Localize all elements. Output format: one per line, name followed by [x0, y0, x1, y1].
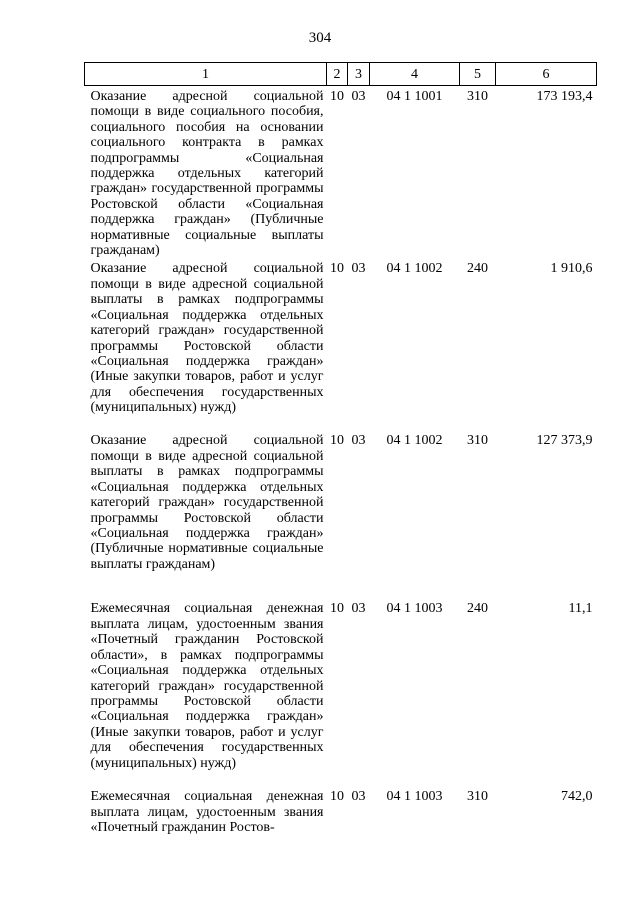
row-description: Оказание адресной социальной помощи в виде адресной социальной выплаты в рамках подпрограммы «Социальная поддержка отдельных категорий граждан» государственной программы Ростовской области «Социальная поддержка граждан» (Публичные нормативные социальные выплаты гражданам) [90, 433, 324, 572]
row-section: 10 [330, 433, 344, 449]
table-row [85, 86, 597, 259]
row-section: 10 [330, 789, 344, 805]
row-expense-type: 240 [467, 261, 488, 277]
page-number: 304 [308, 30, 332, 46]
row-expense-type: 310 [467, 789, 488, 805]
budget-table [84, 62, 597, 836]
row-target-code: 04 1 1002 [386, 261, 443, 277]
header-col-2: 2 [327, 63, 348, 86]
header-col-6: 6 [496, 63, 597, 86]
row-subsection: 03 [351, 789, 366, 805]
row-target-code: 04 1 1001 [386, 89, 443, 104]
row-subsection: 03 [351, 89, 366, 104]
header-col-3: 3 [348, 63, 370, 86]
header-col-5: 5 [460, 63, 496, 86]
table-row [85, 598, 597, 786]
row-section: 10 [330, 89, 344, 104]
row-amount: 11,1 [568, 601, 593, 617]
row-amount: 173 193,4 [536, 89, 593, 104]
row-subsection: 03 [351, 261, 366, 277]
row-expense-type: 310 [467, 89, 488, 104]
row-amount: 127 373,9 [536, 433, 593, 449]
table-row [85, 258, 597, 430]
row-expense-type: 240 [467, 601, 488, 617]
row-target-code: 04 1 1003 [386, 789, 443, 805]
row-subsection: 03 [351, 433, 366, 449]
row-description: Оказание адресной социальной помощи в виде адресной социальной выплаты в рамках подпрограммы «Социальная поддержка отдельных категорий граждан» государственной программы Ростовской области «Социальная поддержка граждан» (Иные закупки товаров, работ и услуг для обеспечения государственных (муниципальных) нужд) [90, 261, 324, 416]
row-amount: 742,0 [561, 789, 593, 805]
header-col-4: 4 [370, 63, 460, 86]
row-target-code: 04 1 1002 [386, 433, 443, 449]
row-subsection: 03 [351, 601, 366, 617]
row-amount: 1 910,6 [550, 261, 593, 277]
table-row [85, 786, 597, 836]
header-col-1: 1 [85, 63, 327, 86]
table-row [85, 430, 597, 598]
row-section: 10 [330, 261, 344, 277]
row-description: Оказание адресной социальной помощи в виде социального пособия, социального пособия на основании социального контракта в рамках подпрограммы «Социальная поддержка отдельных категорий граждан» государственной программы Ростовской области «Социальная поддержка граждан» (Публичные нормативные социальные выплаты гражданам) [90, 89, 324, 259]
row-section: 10 [330, 601, 344, 617]
row-description: Ежемесячная социальная денежная выплата лицам, удостоенным звания «Почетный гражданин Ростовской области», в рамках подпрограммы «Социальная поддержка отдельных категорий граждан» государственной программы Ростовской области «Социальная поддержка граждан» (Иные закупки товаров, работ и услуг для обеспечения государственных (муниципальных) нужд) [90, 601, 324, 771]
row-expense-type: 310 [467, 433, 488, 449]
row-target-code: 04 1 1003 [386, 601, 443, 617]
table-header-row [85, 63, 597, 86]
row-description: Ежемесячная социальная денежная выплата лицам, удостоенным звания «Почетный гражданин Ростов- [90, 789, 324, 836]
